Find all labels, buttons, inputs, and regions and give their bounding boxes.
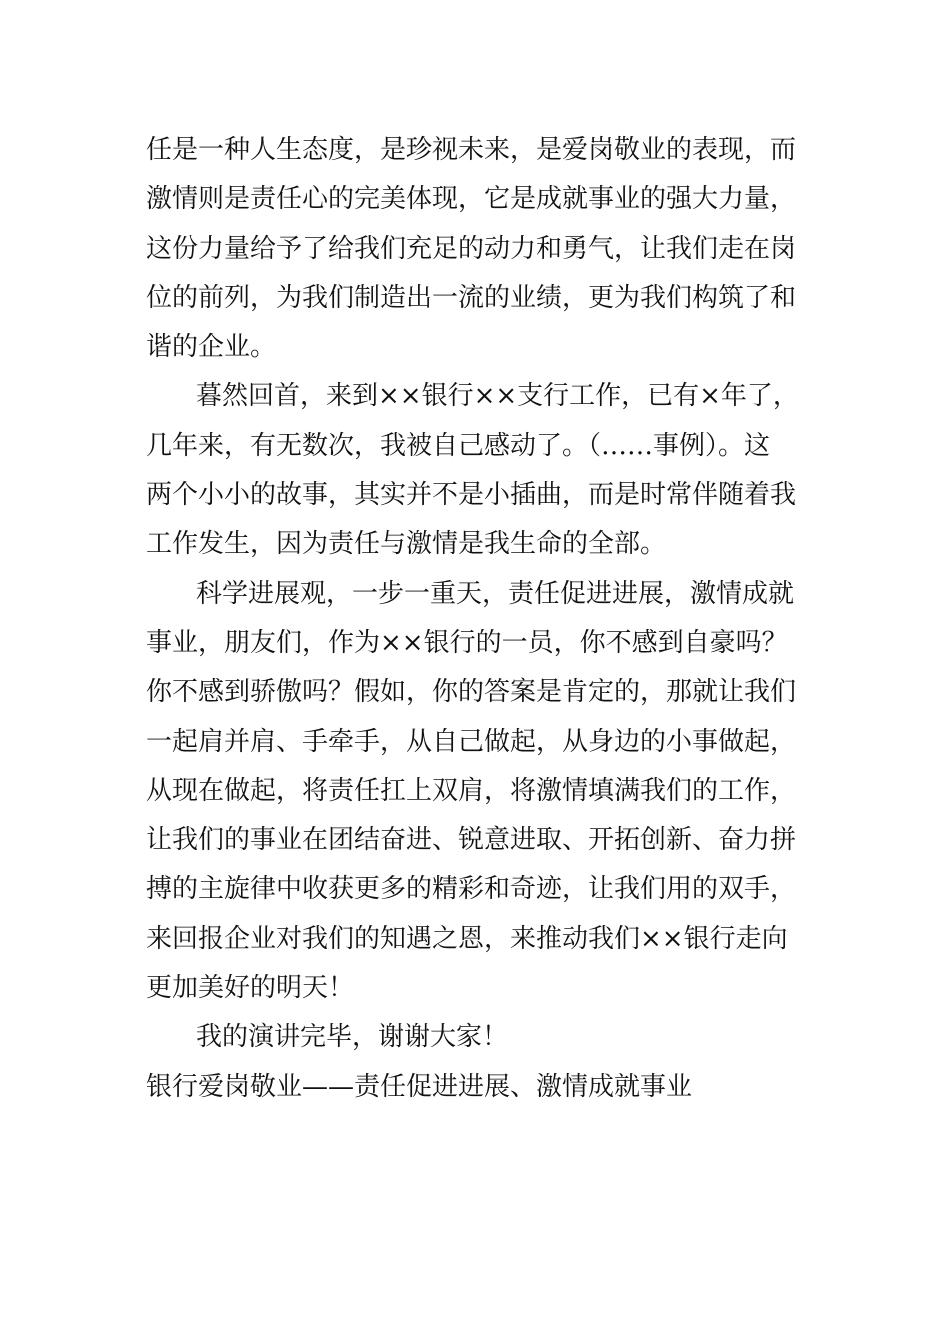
text-line: 位的前列，为我们制造出一流的业绩，更为我们构筑了和 [146, 282, 797, 313]
text-line: 任是一种人生态度，是珍视未来，是爱岗敬业的表现，而 [146, 135, 797, 165]
text-line: 这份力量给予了给我们充足的动力和勇气，让我们走在岗 [146, 233, 797, 264]
text-line: 银行爱岗敬业——责任促进进展、激情成就事业 [146, 1071, 693, 1102]
text-line: 一起肩并肩、手牵手，从自己做起，从身边的小事做起， [146, 726, 797, 757]
text-line: 从现在做起，将责任扛上双肩，将激情填满我们的工作， [146, 775, 797, 806]
text-line: 来回报企业对我们的知遇之恩，来推动我们××银行走向 [146, 923, 788, 954]
text-line: 几年来，有无数次，我被自己感动了。（……事例）。这 [146, 430, 771, 461]
text-line: 让我们的事业在团结奋进、锐意进取、开拓创新、奋力拼 [146, 825, 797, 856]
text-line: 两个小小的故事，其实并不是小插曲，而是时常伴随着我 [146, 480, 797, 511]
text-line: 更加美好的明天！ [146, 973, 355, 1004]
text-line: 激情则是责任心的完美体现，它是成就事业的强大力量， [146, 184, 797, 215]
text-line: 工作发生，因为责任与激情是我生命的全部。 [146, 529, 667, 560]
text-line: 你不感到骄傲吗？假如，你的答案是肯定的，那就让我们 [146, 677, 797, 708]
document-body [146, 126, 811, 1112]
text-line: 我的演讲完毕，谢谢大家！ [196, 1022, 509, 1053]
text-line: 科学进展观，一步一重天，责任促进进展，激情成就 [196, 578, 795, 609]
text-line: 暮然回首，来到××银行××支行工作，已有×年了， [196, 381, 799, 412]
text-line: 搏的主旋律中收获更多的精彩和奇迹，让我们用的双手， [146, 874, 797, 905]
text-line: 事业，朋友们，作为××银行的一员，你不感到自豪吗？ [146, 627, 788, 658]
text-line: 谐的企业。 [146, 332, 277, 363]
